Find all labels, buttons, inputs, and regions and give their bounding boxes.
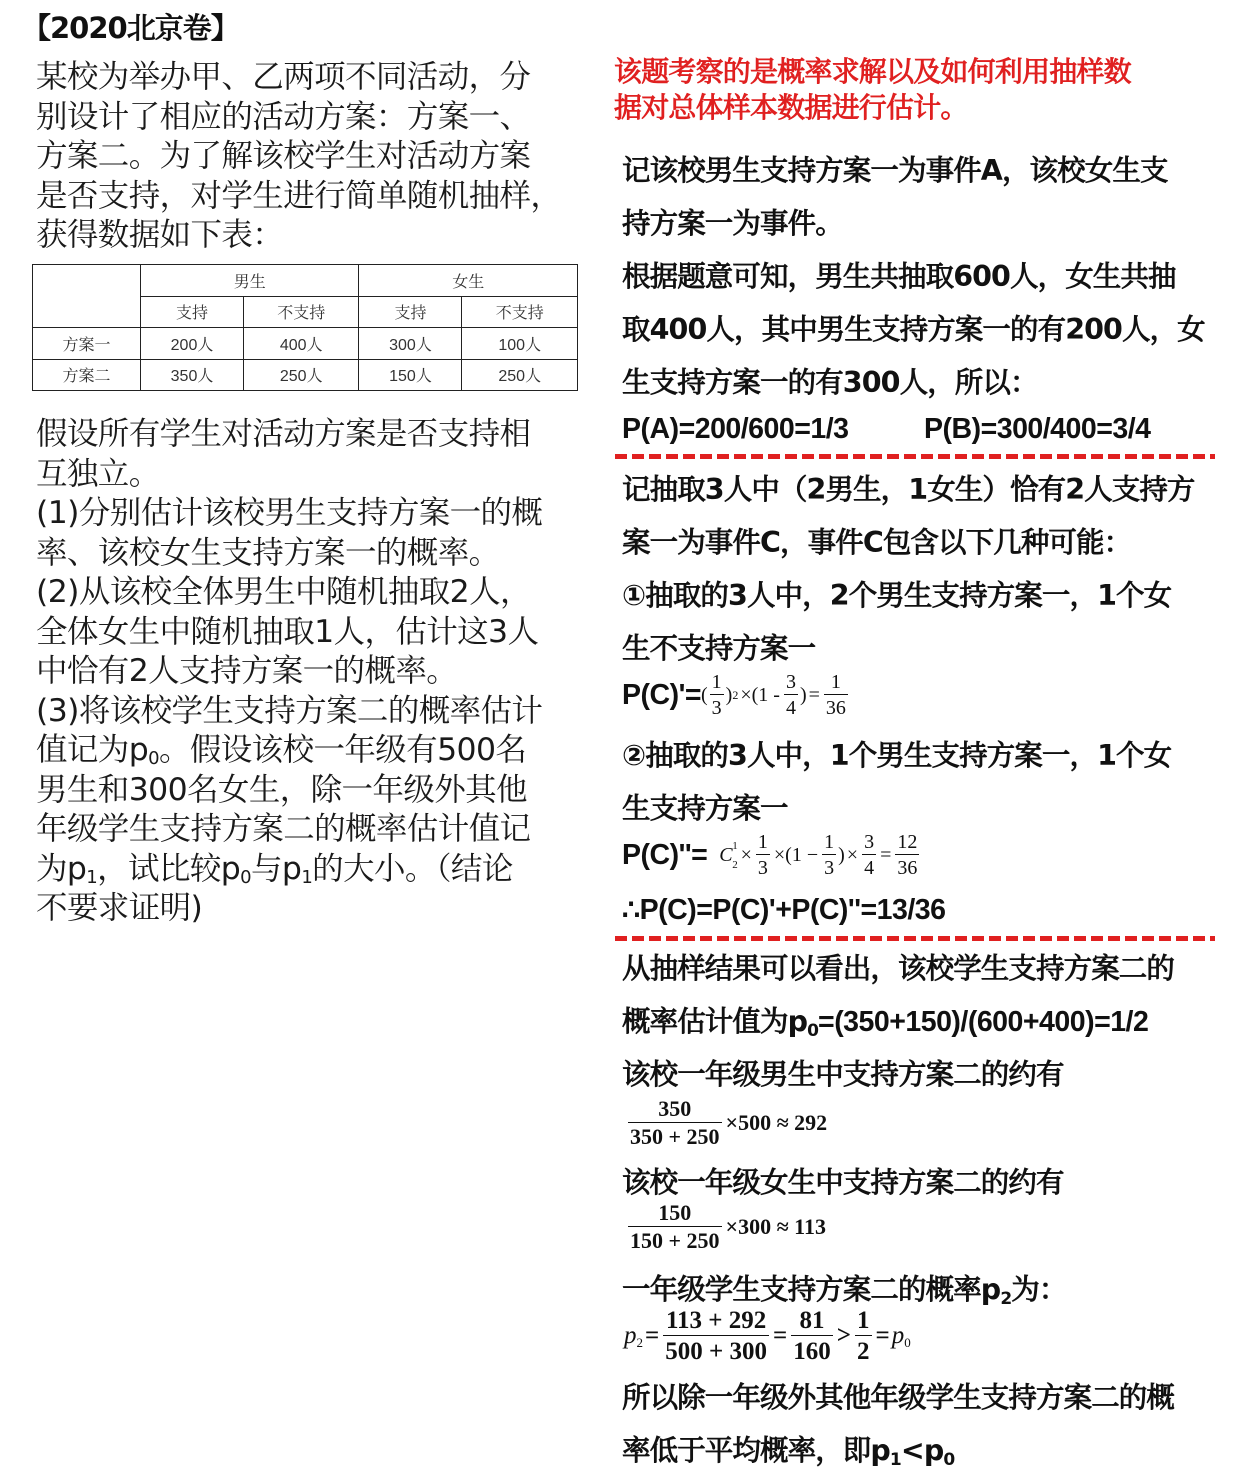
question-line: 假设所有学生对活动方案是否支持相 (36, 416, 531, 452)
question-line: 获得数据如下表： (36, 217, 284, 253)
probability-c-total: ∴P(C)=P(C)'+P(C)''=13/36 (622, 894, 946, 926)
probability-b: P(B)=300/400=3/4 (924, 413, 1151, 445)
formula-girls-estimate: $\frac{150}{150 + 250}$ ×300 ≈ 113 (630, 1200, 826, 1253)
answer-line: 一年级学生支持方案二的概率$p_2$为： (622, 1273, 1067, 1309)
formula-p2: $p_2$ = $\frac{113 + 292}{500 + 300}$ = $\frac{81}{160}$ > $\frac{1}{2}$ = $p_0$ (624, 1307, 911, 1365)
table-cell: 400人 (243, 328, 359, 360)
answer-line: 持方案一为事件。 (622, 207, 843, 240)
answer-line: 根据题意可知，男生共抽取600人，女生共抽 (622, 260, 1176, 293)
table-subheader: 不支持 (462, 296, 578, 328)
table-row-label: 方案二 (33, 359, 141, 391)
question-parts (36, 415, 586, 929)
formula-pc2: P(C)''= C 1 2 × $\frac{1}{3}$ ×(1 − $\frac{1}{3}$ ) × $\frac{3}{4}$ = $\frac{12}{36}$ (622, 831, 918, 879)
question-line: 方案二。为了解该校学生对活动方案 (36, 138, 531, 174)
question-line: 别设计了相应的活动方案：方案一、 (36, 98, 531, 135)
probability-a: P(A)=200/600=1/3 (622, 413, 849, 445)
table-cell: 300人 (359, 328, 462, 360)
question-intro (36, 58, 581, 256)
table-cell: 250人 (462, 359, 578, 391)
answer-line: 取400人，其中男生支持方案一的有200人，女 (622, 313, 1205, 346)
answer-line: 所以除一年级外其他年级学生支持方案二的概 (622, 1381, 1175, 1414)
answer-line: 记该校男生支持方案一为事件A，该校女生支 (622, 154, 1168, 187)
section-divider (615, 454, 1215, 459)
answer-line: ②抽取的3人中，1个男生支持方案一，1个女 (622, 739, 1172, 772)
answer-line: ①抽取的3人中，2个男生支持方案一，1个女 (622, 579, 1172, 612)
question-line: 年级学生支持方案二的概率估计值记 (36, 811, 531, 847)
question-line: (1)分别估计该校男生支持方案一的概 (36, 495, 543, 531)
question-line: 为$p_1$，试比较$p_0$与$p_1$的大小。（结论 (36, 850, 513, 888)
table-corner-cell (33, 265, 141, 328)
question-line: (3)将该校学生支持方案二的概率估计 (36, 692, 543, 729)
question-line: 互独立。 (36, 455, 160, 492)
table-header-row (33, 265, 578, 297)
table-group-header: 男生 (141, 265, 359, 297)
table-subheader: 不支持 (243, 296, 359, 328)
question-line: 率、该校女生支持方案一的概率。 (36, 534, 500, 571)
answer-line: 记抽取3人中（2男生，1女生）恰有2人支持方 (622, 473, 1195, 506)
formula-boys-estimate: $\frac{350}{350 + 250}$ ×500 ≈ 292 (630, 1096, 828, 1149)
question-line: 全体女生中随机抽取1人，估计这3人 (36, 613, 539, 650)
section-divider (615, 936, 1215, 941)
table-cell: 150人 (359, 359, 462, 391)
answer-line: 案一为事件C，事件C包含以下几种可能： (622, 526, 1132, 559)
answer-line: 率低于平均概率，即$p_1<p_0$ (622, 1434, 955, 1468)
question-line: (2)从该校全体男生中随机抽取2人， (36, 574, 531, 610)
question-line: 不要求证明) (36, 890, 203, 926)
question-line: 男生和300名女生，除一年级外其他 (36, 771, 527, 808)
answer-line: 该校一年级男生中支持方案二的约有 (622, 1058, 1064, 1091)
table-cell: 100人 (462, 328, 578, 360)
question-line: 中恰有2人支持方案一的概率。 (36, 653, 458, 689)
question-line: 某校为举办甲、乙两项不同活动，分 (36, 59, 531, 95)
answer-line: 该校一年级女生中支持方案二的约有 (622, 1166, 1064, 1199)
table-row-label: 方案一 (33, 328, 141, 360)
table-row (33, 359, 578, 391)
table-cell: 350人 (141, 359, 244, 391)
question-line: 值记为$p_0$。假设该校一年级有500名 (36, 732, 527, 769)
table-subheader: 支持 (359, 296, 462, 328)
formula-pc1: P(C)'= ( $\frac{1}{3}$ ) 2 ×(1 - $\frac{3}{4}$ ) = $\frac{1}{36}$ (622, 671, 846, 719)
answer-line: 生支持方案一 (622, 792, 788, 825)
table-cell: 200人 (141, 328, 244, 360)
table-subheader: 支持 (141, 296, 244, 328)
answer-line: 从抽样结果可以看出，该校学生支持方案二的 (622, 952, 1175, 985)
answer-summary: 该题考察的是概率求解以及如何利用抽样数 据对总体样本数据进行估计。 (614, 55, 1131, 124)
survey-data-table (32, 264, 578, 391)
table-cell: 250人 (243, 359, 359, 391)
answer-line: 生支持方案一的有300人，所以： (622, 366, 1038, 399)
table-row (33, 328, 578, 360)
question-line: 是否支持，对学生进行简单随机抽样， (36, 177, 562, 214)
answer-line: 生不支持方案一 (622, 632, 816, 665)
exam-source-title: 【2020北京卷】 (22, 11, 239, 45)
answer-line: 概率估计值为$p_0=(350+150)/(600+400)=1/2$ (622, 1005, 1149, 1041)
table-group-header: 女生 (359, 265, 578, 297)
